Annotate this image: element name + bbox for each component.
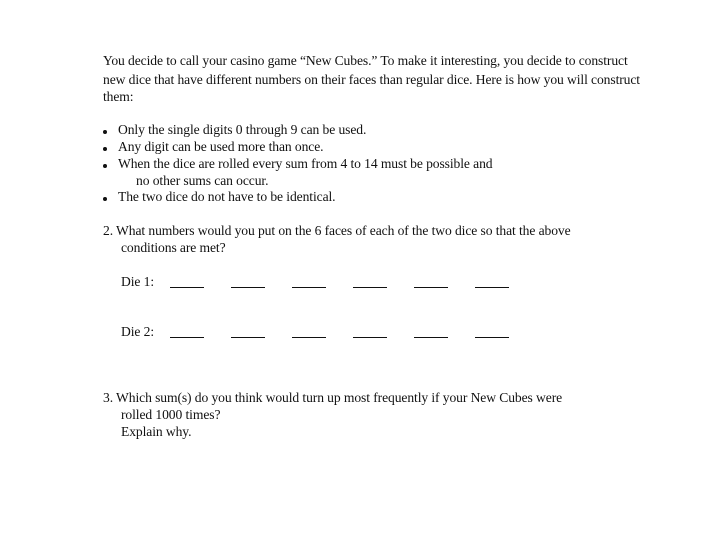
rule-item-continuation: no other sums can occur. <box>136 173 269 188</box>
die-1-face-blank[interactable] <box>292 287 326 288</box>
die-1-face-blank[interactable] <box>414 287 448 288</box>
question-3-line-3: Explain why. <box>121 424 192 439</box>
bullet-icon <box>103 147 107 151</box>
question-2-line-2: conditions are met? <box>121 240 226 255</box>
rule-item: Only the single digits 0 through 9 can be used. <box>118 122 367 137</box>
die-1-face-blank[interactable] <box>170 287 204 288</box>
die-2-face-blank[interactable] <box>170 337 204 338</box>
question-3-line-1: 3. Which sum(s) do you think would turn up most frequently if your New Cubes were <box>103 390 563 405</box>
die-2-face-blank[interactable] <box>231 337 265 338</box>
die-1-face-blank[interactable] <box>475 287 509 288</box>
intro-line-3: them: <box>103 89 134 104</box>
bullet-icon <box>103 164 107 168</box>
intro-line-1: You decide to call your casino game “New Cubes.” To make it interesting, you decide to construct <box>103 53 628 68</box>
die-1-face-blank[interactable] <box>353 287 387 288</box>
die-2-face-blank[interactable] <box>292 337 326 338</box>
die-2-face-blank[interactable] <box>475 337 509 338</box>
rule-item: When the dice are rolled every sum from 4 to 14 must be possible and <box>118 156 493 171</box>
die-1-label: Die 1: <box>121 274 154 289</box>
question-3-line-2: rolled 1000 times? <box>121 407 221 422</box>
bullet-icon <box>103 130 107 134</box>
die-2-face-blank[interactable] <box>353 337 387 338</box>
die-2-face-blank[interactable] <box>414 337 448 338</box>
die-1-face-blank[interactable] <box>231 287 265 288</box>
rule-item: The two dice do not have to be identical. <box>118 189 336 204</box>
question-2-line-1: 2. What numbers would you put on the 6 faces of each of the two dice so that the above <box>103 223 571 238</box>
die-2-label: Die 2: <box>121 324 154 339</box>
rule-item: Any digit can be used more than once. <box>118 139 324 154</box>
intro-line-2: new dice that have different numbers on their faces than regular dice. Here is how you will construct <box>103 72 640 87</box>
bullet-icon <box>103 197 107 201</box>
